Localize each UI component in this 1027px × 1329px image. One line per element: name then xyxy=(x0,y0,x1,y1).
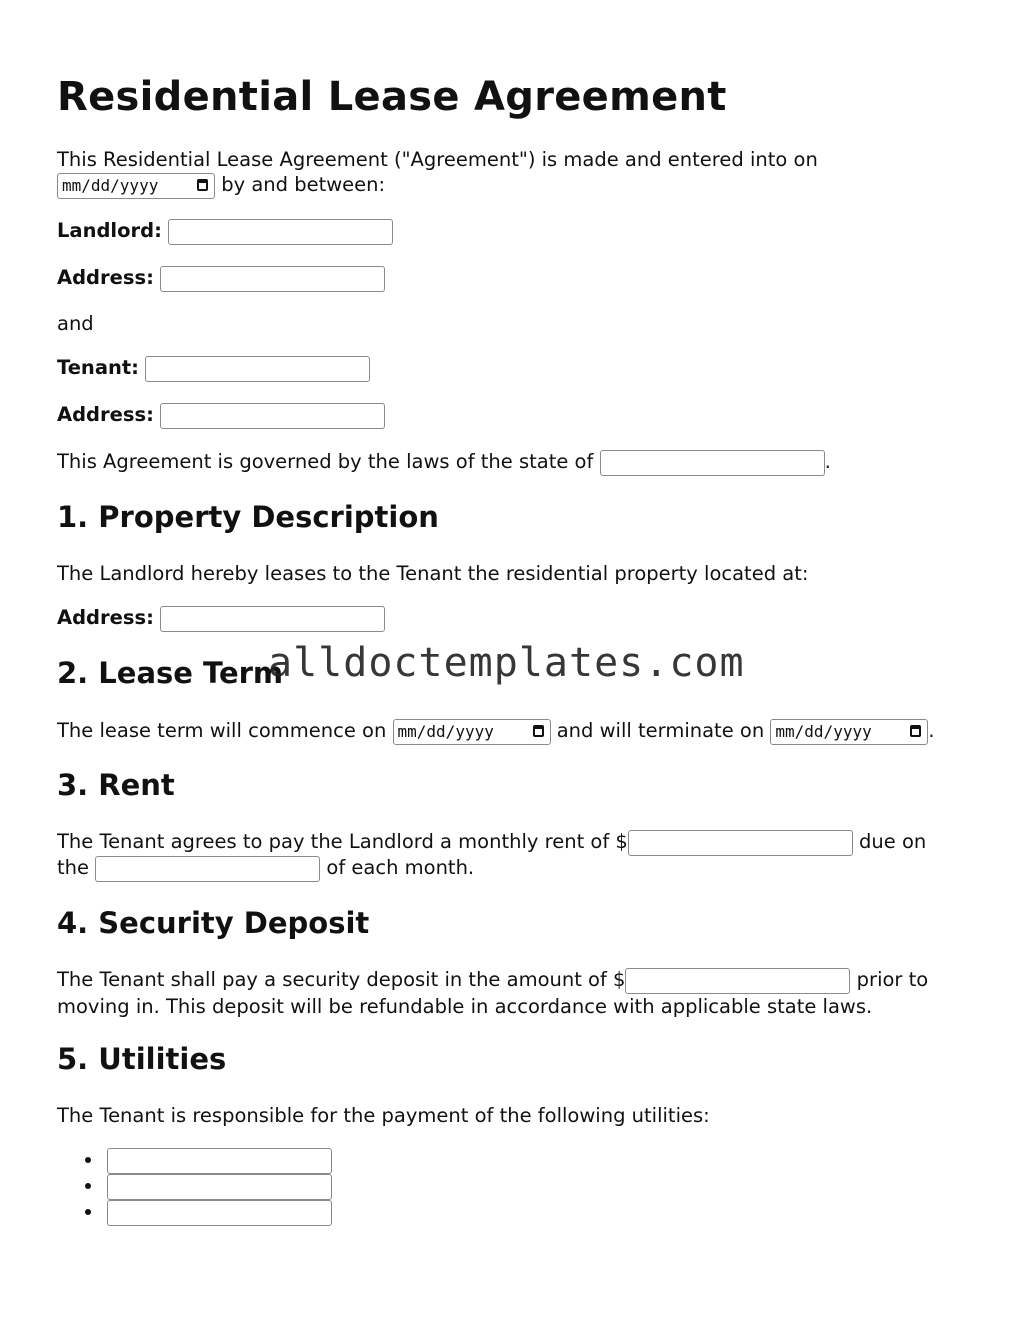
rent-line-1 xyxy=(57,829,926,856)
intro-line-2 xyxy=(57,172,385,199)
landlord-row xyxy=(57,218,393,245)
tenant-name-input[interactable] xyxy=(145,356,370,382)
calendar-icon xyxy=(533,725,544,737)
tenant-address-row xyxy=(57,402,385,429)
deposit-text-start: The Tenant shall pay a security deposit in the amount of $ xyxy=(57,968,626,991)
watermark-text: alldoctemplates.com xyxy=(268,640,745,686)
rent-text-the: the xyxy=(57,856,90,879)
rent-text-due: due on xyxy=(859,830,927,853)
landlord-address-row xyxy=(57,265,385,292)
property-address-label: Address: xyxy=(57,606,154,629)
section-heading-term: 2. Lease Term xyxy=(57,656,284,690)
section-heading-property: 1. Property Description xyxy=(57,500,439,534)
tenant-row xyxy=(57,355,370,382)
list-bullet xyxy=(85,1157,91,1163)
intro-text: This Residential Lease Agreement ("Agreement") is made and entered into on xyxy=(57,148,818,171)
property-address-row xyxy=(57,605,385,632)
utility-input-1[interactable] xyxy=(107,1148,332,1174)
date-placeholder: mm/dd/yyyy xyxy=(397,721,494,741)
list-bullet xyxy=(85,1209,91,1215)
governing-law-row xyxy=(57,449,831,476)
tenant-address-label: Address: xyxy=(57,403,154,426)
property-address-input[interactable] xyxy=(160,606,385,632)
deposit-line-2: moving in. This deposit will be refundable in accordance with applicable state laws. xyxy=(57,995,873,1018)
landlord-label: Landlord: xyxy=(57,219,162,242)
rent-due-day-input[interactable] xyxy=(95,856,320,882)
calendar-icon xyxy=(197,179,208,191)
page-title: Residential Lease Agreement xyxy=(57,74,727,120)
agreement-date-input[interactable] xyxy=(57,173,215,199)
deposit-amount-input[interactable] xyxy=(625,968,850,994)
deposit-text-prior: prior to xyxy=(856,968,929,991)
commence-date-input[interactable] xyxy=(393,719,551,745)
list-bullet xyxy=(85,1183,91,1189)
landlord-address-input[interactable] xyxy=(160,266,385,292)
section-heading-rent: 3. Rent xyxy=(57,768,175,802)
intro-text-after: by and between: xyxy=(221,173,386,196)
rent-amount-input[interactable] xyxy=(628,830,853,856)
rent-text-end: of each month. xyxy=(326,856,475,879)
date-placeholder: mm/dd/yyyy xyxy=(62,175,159,195)
terminate-date-input[interactable] xyxy=(770,719,928,745)
governing-text: This Agreement is governed by the laws of the state of xyxy=(57,450,594,473)
property-text: The Landlord hereby leases to the Tenant the residential property located at: xyxy=(57,562,809,585)
term-text-end: . xyxy=(928,719,935,742)
deposit-line-1 xyxy=(57,967,928,994)
landlord-address-label: Address: xyxy=(57,266,154,289)
utilities-text: The Tenant is responsible for the payment of the following utilities: xyxy=(57,1104,710,1127)
date-placeholder: mm/dd/yyyy xyxy=(775,721,872,741)
rent-text-start: The Tenant agrees to pay the Landlord a monthly rent of $ xyxy=(57,830,628,853)
tenant-label: Tenant: xyxy=(57,356,139,379)
term-text-start: The lease term will commence on xyxy=(57,719,387,742)
intro-line-1 xyxy=(57,147,818,173)
utility-input-2[interactable] xyxy=(107,1174,332,1200)
lease-term-row xyxy=(57,718,935,745)
term-text-mid: and will terminate on xyxy=(556,719,765,742)
tenant-address-input[interactable] xyxy=(160,403,385,429)
section-heading-utilities: 5. Utilities xyxy=(57,1042,227,1076)
governing-end: . xyxy=(824,450,831,473)
rent-line-2 xyxy=(57,855,474,882)
state-input[interactable] xyxy=(600,450,825,476)
and-text: and xyxy=(57,312,94,335)
landlord-name-input[interactable] xyxy=(168,219,393,245)
section-heading-deposit: 4. Security Deposit xyxy=(57,906,370,940)
calendar-icon xyxy=(910,725,921,737)
utility-input-3[interactable] xyxy=(107,1200,332,1226)
